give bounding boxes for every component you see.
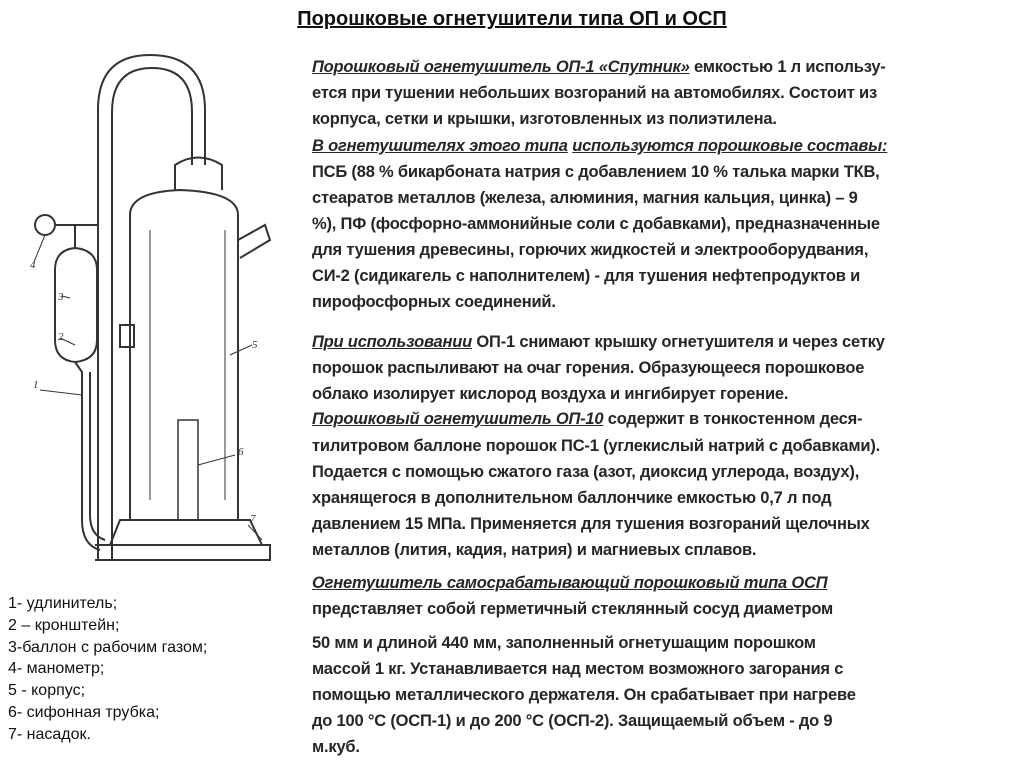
text-segment: ПСБ (88 % бикарбоната натрия с добавлением 10 % талька марки ТКВ, <box>312 163 880 181</box>
text-segment: пирофосфорных соединений. <box>312 293 556 311</box>
text-line <box>312 738 360 757</box>
text-line <box>312 463 859 482</box>
text-segment: стеаратов металлов (железа, алюминия, магния кальция, цинка) – 9 <box>312 189 858 207</box>
legend-item: 1- удлинитель; <box>8 595 118 612</box>
diagram-label-4: 4 <box>30 259 36 271</box>
slide-title: Порошковые огнетушители типа ОП и ОСП <box>297 8 727 30</box>
text-line <box>312 574 827 593</box>
nozzle <box>238 225 270 258</box>
text-line <box>312 712 832 731</box>
text-segment: металлов (лития, кадия, натрия) и магниевых сплавов. <box>312 541 757 559</box>
text-segment: массой 1 кг. Устанавливается над местом возможного загорания с <box>312 660 844 678</box>
diagram-label-1: 1 <box>33 379 39 391</box>
text-segment: м.куб. <box>312 738 360 756</box>
text-line <box>312 110 777 129</box>
emphasis-text: Порошковый огнетушитель ОП-10 <box>312 410 604 428</box>
extinguisher-diagram <box>0 0 300 590</box>
text-segment: представляет собой герметичный стеклянный сосуд диаметром <box>312 600 834 618</box>
text-segment: %), ПФ (фосфорно-аммонийные соли с добавками), предназначенные <box>312 215 880 233</box>
diagram-label-6: 6 <box>238 446 244 458</box>
text-segment: облако изолирует кислород воздуха и ингибирует горение. <box>312 385 789 403</box>
text-line <box>312 333 885 352</box>
cap <box>175 158 222 191</box>
text-line <box>312 359 864 378</box>
text-line <box>312 385 788 404</box>
text-segment: порошок распыливают на очаг горения. Образующееся порошковое <box>312 359 865 377</box>
manometer <box>35 215 55 235</box>
text-line <box>312 541 756 560</box>
text-line <box>312 660 843 679</box>
text-line <box>312 58 886 77</box>
emphasis-text: Огнетушитель самосрабатывающий порошковый типа ОСП <box>312 574 828 592</box>
siphon-tube <box>178 420 198 520</box>
base <box>110 520 262 545</box>
text-segment: содержит в тонкостенном деся- <box>603 410 863 428</box>
emphasis-text: При использовании <box>312 333 473 351</box>
text-segment: хранящегося в дополнительном баллончике емкостью 0,7 л под <box>312 489 832 507</box>
text-line <box>312 241 868 260</box>
diagram-label-2: 2 <box>58 331 64 343</box>
text-line <box>312 84 877 103</box>
text-segment: емкостью 1 л использу- <box>689 58 886 76</box>
diagram-label-3: 3 <box>58 291 64 303</box>
gas-cylinder <box>55 248 97 362</box>
text-segment: до 100 °С (ОСП-1) и до 200 °С (ОСП-2). Защищаемый объем - до 9 <box>312 712 833 730</box>
body-cylinder <box>130 190 238 520</box>
text-segment: СИ-2 (сидикагель с наполнителем) - для тушения нефтепродуктов и <box>312 267 861 285</box>
legend-item: 2 – кронштейн; <box>8 616 120 634</box>
text-segment: корпуса, сетки и крышки, изготовленных из полиэтилена. <box>312 110 777 128</box>
text-line <box>312 600 833 619</box>
diagram-label-7: 7 <box>250 513 256 525</box>
text-line <box>312 489 831 508</box>
text-line <box>312 189 858 208</box>
text-segment: Подается с помощью сжатого газа (азот, диоксид углерода, воздух), <box>312 463 860 481</box>
text-line <box>312 437 880 456</box>
extension-tube <box>98 55 205 560</box>
text-segment: помощью металлического держателя. Он срабатывает при нагреве <box>312 686 856 704</box>
text-segment: 50 мм и длиной 440 мм, заполненный огнетушащим порошком <box>312 634 816 652</box>
text-segment: для тушения древесины, горючих жидкостей и электрооборудвания, <box>312 241 869 259</box>
legend-item: 4- манометр; <box>8 660 105 678</box>
legend-item: 3-баллон с рабочим газом; <box>8 638 208 656</box>
text-line <box>312 410 862 429</box>
bracket <box>120 325 134 347</box>
text-segment: тилитровом баллоне порошок ПС-1 (углекислый натрий с добавками). <box>312 437 881 455</box>
text-line <box>312 686 856 705</box>
emphasis-text: В огнетушителях этого типа <box>312 137 568 155</box>
text-line <box>312 137 887 156</box>
text-segment: ОП-1 снимают крышку огнетушителя и через сетку <box>472 333 885 351</box>
text-line <box>312 634 816 653</box>
legend-item: 6- сифонная трубка; <box>8 704 160 721</box>
text-line <box>312 163 880 182</box>
legend-item: 5 - корпус; <box>8 682 86 700</box>
emphasis-text: Порошковый огнетушитель ОП-1 «Спутник» <box>312 58 690 76</box>
text-segment: давлением 15 МПа. Применяется для тушения возгораний щелочных <box>312 515 870 533</box>
emphasis-text: используются порошковые составы: <box>572 137 888 155</box>
legend-item: 7- насадок. <box>8 725 91 743</box>
diagram-label-5: 5 <box>252 339 258 351</box>
text-line <box>312 293 556 312</box>
text-segment: ется при тушении небольших возгораний на автомобилях. Состоит из <box>312 84 877 102</box>
text-line <box>312 515 870 534</box>
text-line <box>312 215 880 234</box>
text-line <box>312 267 860 286</box>
